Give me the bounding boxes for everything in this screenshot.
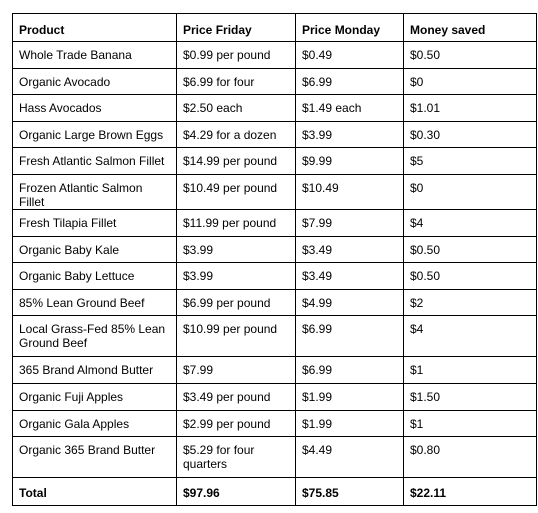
- table-body: [13, 42, 537, 478]
- money-saved-cell: $4: [404, 209, 537, 236]
- price-friday-cell: $10.99 per pound: [177, 316, 296, 357]
- money-saved-cell: $1.01: [404, 95, 537, 122]
- price-monday-cell: $1.99: [296, 410, 404, 437]
- total-price-monday: $75.85: [296, 478, 404, 506]
- table-row: [13, 174, 537, 209]
- header-price-monday: Price Monday: [296, 14, 404, 42]
- money-saved-cell: $5: [404, 148, 537, 175]
- table-row: [13, 95, 537, 122]
- price-friday-cell: $3.99: [177, 236, 296, 263]
- price-monday-cell: $6.99: [296, 316, 404, 357]
- product-cell: 85% Lean Ground Beef: [13, 289, 177, 316]
- product-cell: Local Grass-Fed 85% Lean Ground Beef: [13, 316, 177, 357]
- price-monday-cell: $3.49: [296, 263, 404, 290]
- total-row: [13, 478, 537, 506]
- table-row: [13, 383, 537, 410]
- price-monday-cell: $1.99: [296, 383, 404, 410]
- money-saved-cell: $1: [404, 357, 537, 384]
- money-saved-cell: $1.50: [404, 383, 537, 410]
- table-row: [13, 236, 537, 263]
- table-row: [13, 410, 537, 437]
- table-row: [13, 121, 537, 148]
- price-friday-cell: $7.99: [177, 357, 296, 384]
- price-friday-cell: $6.99 per pound: [177, 289, 296, 316]
- product-cell: Organic Baby Kale: [13, 236, 177, 263]
- product-cell: Organic Fuji Apples: [13, 383, 177, 410]
- price-monday-cell: $3.49: [296, 236, 404, 263]
- product-cell: Fresh Tilapia Fillet: [13, 209, 177, 236]
- price-monday-cell: $4.49: [296, 437, 404, 478]
- table-row: [13, 148, 537, 175]
- product-cell: 365 Brand Almond Butter: [13, 357, 177, 384]
- price-friday-cell: $3.99: [177, 263, 296, 290]
- header-product: Product: [13, 14, 177, 42]
- price-friday-cell: $3.49 per pound: [177, 383, 296, 410]
- money-saved-cell: $0: [404, 68, 537, 95]
- product-cell: Organic Large Brown Eggs: [13, 121, 177, 148]
- price-friday-cell: $11.99 per pound: [177, 209, 296, 236]
- table-row: [13, 357, 537, 384]
- money-saved-cell: $0.80: [404, 437, 537, 478]
- price-monday-cell: $6.99: [296, 68, 404, 95]
- money-saved-cell: $1: [404, 410, 537, 437]
- price-monday-cell: $0.49: [296, 42, 404, 69]
- product-cell: Organic Baby Lettuce: [13, 263, 177, 290]
- money-saved-cell: $0: [404, 174, 537, 209]
- header-price-friday: Price Friday: [177, 14, 296, 42]
- price-monday-cell: $7.99: [296, 209, 404, 236]
- product-cell: Hass Avocados: [13, 95, 177, 122]
- price-monday-cell: $6.99: [296, 357, 404, 384]
- total-label: Total: [13, 478, 177, 506]
- price-comparison-table: [12, 13, 537, 506]
- total-price-friday: $97.96: [177, 478, 296, 506]
- table-row: [13, 316, 537, 357]
- product-cell: Whole Trade Banana: [13, 42, 177, 69]
- price-monday-cell: $3.99: [296, 121, 404, 148]
- table-row: [13, 209, 537, 236]
- price-friday-cell: $4.29 for a dozen: [177, 121, 296, 148]
- money-saved-cell: $0.50: [404, 42, 537, 69]
- money-saved-cell: $2: [404, 289, 537, 316]
- total-money-saved: $22.11: [404, 478, 537, 506]
- price-friday-cell: $6.99 for four: [177, 68, 296, 95]
- product-cell: Organic 365 Brand Butter: [13, 437, 177, 478]
- money-saved-cell: $0.50: [404, 263, 537, 290]
- price-friday-cell: $0.99 per pound: [177, 42, 296, 69]
- price-monday-cell: $1.49 each: [296, 95, 404, 122]
- price-friday-cell: $2.99 per pound: [177, 410, 296, 437]
- product-cell: Frozen Atlantic Salmon Fillet: [13, 174, 177, 209]
- table-row: [13, 289, 537, 316]
- price-friday-cell: $2.50 each: [177, 95, 296, 122]
- money-saved-cell: $0.30: [404, 121, 537, 148]
- money-saved-cell: $0.50: [404, 236, 537, 263]
- table-row: [13, 437, 537, 478]
- header-money-saved: Money saved: [404, 14, 537, 42]
- product-cell: Fresh Atlantic Salmon Fillet: [13, 148, 177, 175]
- table-header-row: [13, 14, 537, 42]
- price-friday-cell: $14.99 per pound: [177, 148, 296, 175]
- product-cell: Organic Gala Apples: [13, 410, 177, 437]
- product-cell: Organic Avocado: [13, 68, 177, 95]
- table-row: [13, 68, 537, 95]
- table-row: [13, 42, 537, 69]
- price-monday-cell: $4.99: [296, 289, 404, 316]
- price-monday-cell: $9.99: [296, 148, 404, 175]
- price-friday-cell: $5.29 for four quarters: [177, 437, 296, 478]
- table-row: [13, 263, 537, 290]
- price-monday-cell: $10.49: [296, 174, 404, 209]
- money-saved-cell: $4: [404, 316, 537, 357]
- price-comparison-sheet: [12, 13, 537, 506]
- price-friday-cell: $10.49 per pound: [177, 174, 296, 209]
